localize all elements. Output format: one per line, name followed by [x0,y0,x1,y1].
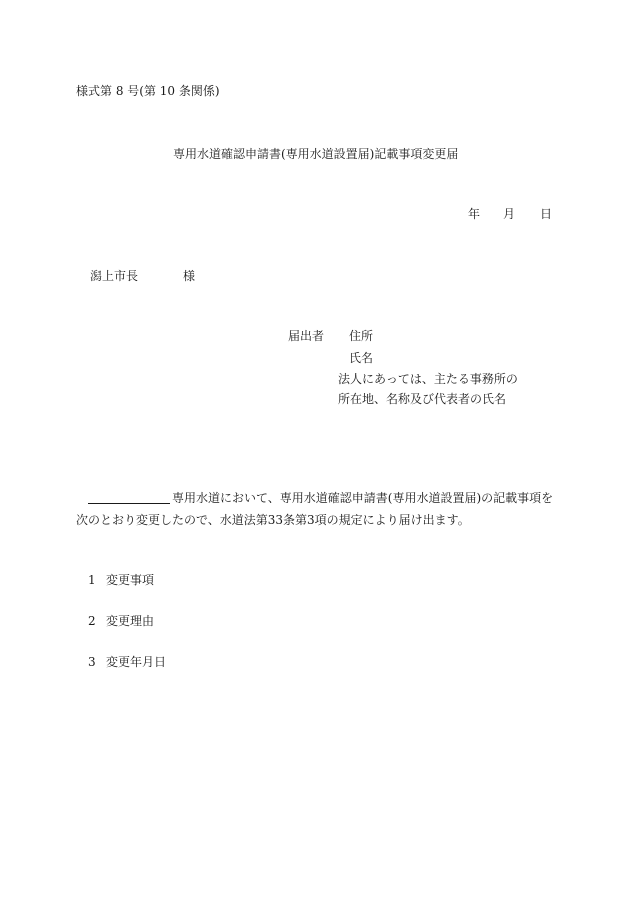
date-year-label: 年 [468,207,481,221]
addressee-name: 潟上市長 [90,269,139,283]
document-title: 専用水道確認申請書(専用水道設置届)記載事項変更届 [173,147,459,161]
water-supply-name-blank [88,491,170,504]
body-text-line-1: 専用水道において、専用水道確認申請書(専用水道設置届)の記載事項を [172,491,554,505]
list-item [88,574,154,586]
address-label: 住所 [349,329,374,343]
corporation-note-line-1: 法人にあっては、主たる事務所の [338,372,518,386]
body-paragraph-line-2: 次のとおり変更したので、水道法第33条第3項の規定により届け出ます。 [76,513,470,527]
list-item [88,615,154,627]
form-number: 様式第 8 号(第 10 条関係) [76,84,220,98]
item-number: 2 [88,614,96,628]
date-day-label: 日 [540,207,553,221]
item-label: 変更年月日 [106,655,167,669]
list-item [88,656,166,668]
name-label: 氏名 [349,351,374,365]
item-number: 1 [88,573,96,587]
item-label: 変更理由 [106,614,155,628]
body-paragraph-line-1 [88,491,553,504]
addressee-honorific: 様 [183,269,196,283]
date-month-label: 月 [503,207,516,221]
item-label: 変更事項 [106,573,155,587]
corporation-note-line-2: 所在地、名称及び代表者の氏名 [338,392,507,406]
applicant-label: 届出者 [288,329,325,343]
item-number: 3 [88,655,96,669]
